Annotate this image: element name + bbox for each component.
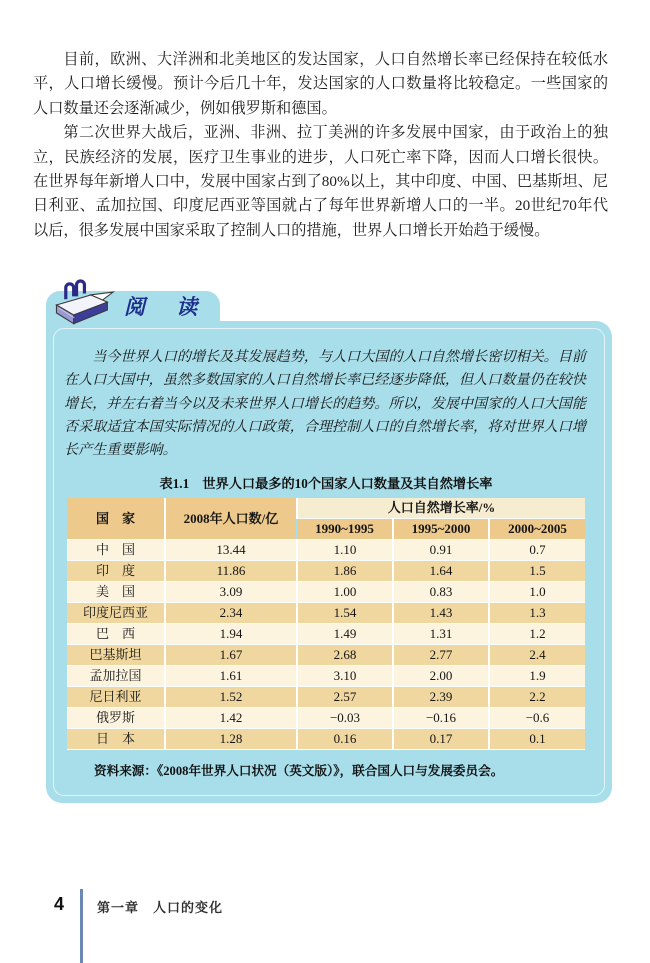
reading-title: 阅 读	[124, 295, 211, 320]
footer-divider	[80, 889, 83, 963]
value-cell: 2.4	[489, 645, 585, 666]
value-cell: 1.49	[297, 624, 393, 645]
value-cell: 0.17	[393, 729, 489, 750]
col-header-population-2008: 2008年人口数/亿	[165, 498, 297, 540]
table-row	[67, 645, 585, 666]
reading-inner-panel	[53, 328, 605, 796]
value-cell: 1.10	[297, 540, 393, 561]
value-cell: 1.3	[489, 603, 585, 624]
value-cell: 1.43	[393, 603, 489, 624]
country-cell: 巴 西	[67, 624, 165, 645]
country-cell: 尼日利亚	[67, 687, 165, 708]
value-cell: 1.42	[165, 708, 297, 729]
table-row	[67, 540, 585, 561]
col-header-growth-rate: 人口自然增长率/%	[297, 498, 585, 519]
table-row	[67, 582, 585, 603]
value-cell: 2.77	[393, 645, 489, 666]
country-cell: 日 本	[67, 729, 165, 750]
population-table	[67, 498, 585, 750]
country-cell: 巴基斯坦	[67, 645, 165, 666]
reading-text: 当今世界人口的增长及其发展趋势，与人口大国的人口自然增长密切相关。目前在人口大国中，虽然多数国家的人口自然增长率已经逐步降低，但人口数量仍在较快增长，并左右着当今以及未来世界人口增长的趋势。所以，发展中国家的人口大国能否采取适宜本国实际情况的人口政策，合理控制人口的自然增长率，将对世界人口增长产生重要影响。	[64, 349, 586, 459]
value-cell: 1.2	[489, 624, 585, 645]
value-cell: 1.54	[297, 603, 393, 624]
chapter-title: 第一章 人口的变化	[97, 900, 224, 915]
col-header-period-2000-2005: 2000~2005	[489, 519, 585, 540]
table-row	[67, 561, 585, 582]
country-cell: 美 国	[67, 582, 165, 603]
country-cell: 俄罗斯	[67, 708, 165, 729]
value-cell: 3.09	[165, 582, 297, 603]
value-cell: 1.61	[165, 666, 297, 687]
col-header-country: 国 家	[67, 498, 165, 540]
value-cell: 1.5	[489, 561, 585, 582]
country-cell: 印 度	[67, 561, 165, 582]
value-cell: −0.16	[393, 708, 489, 729]
value-cell: −0.03	[297, 708, 393, 729]
page-number: 4	[54, 894, 65, 914]
value-cell: 1.28	[165, 729, 297, 750]
paragraph-developed-countries: 目前，欧洲、大洋洲和北美地区的发达国家，人口自然增长率已经保持在较低水平，人口增长缓慢。预计今后几十年，发达国家的人口数量将比较稳定。一些国家的人口数量还会逐渐减少，例如俄罗斯和德国。	[33, 51, 608, 117]
source-note: 资料来源：《2008年世界人口状况（英文版）》，联合国人口与发展委员会。	[94, 764, 504, 779]
table-body	[67, 540, 585, 750]
value-cell: 1.94	[165, 624, 297, 645]
value-cell: 11.86	[165, 561, 297, 582]
value-cell: 0.91	[393, 540, 489, 561]
reading-body	[46, 321, 612, 803]
value-cell: 2.57	[297, 687, 393, 708]
value-cell: 0.83	[393, 582, 489, 603]
value-cell: 1.9	[489, 666, 585, 687]
reading-section	[46, 291, 612, 803]
country-cell: 孟加拉国	[67, 666, 165, 687]
page-footer	[0, 889, 650, 963]
value-cell: 2.68	[297, 645, 393, 666]
country-cell: 中 国	[67, 540, 165, 561]
value-cell: 1.64	[393, 561, 489, 582]
table-row	[67, 666, 585, 687]
value-cell: 13.44	[165, 540, 297, 561]
table-row	[67, 708, 585, 729]
value-cell: 0.16	[297, 729, 393, 750]
value-cell: 2.39	[393, 687, 489, 708]
value-cell: 1.00	[297, 582, 393, 603]
col-header-period-1990-1995: 1990~1995	[297, 519, 393, 540]
value-cell: 1.31	[393, 624, 489, 645]
value-cell: 3.10	[297, 666, 393, 687]
value-cell: 2.2	[489, 687, 585, 708]
value-cell: 1.86	[297, 561, 393, 582]
paragraph-developing-countries: 第二次世界大战后，亚洲、非洲、拉丁美洲的许多发展中国家，由于政治上的独立，民族经济的发展，医疗卫生事业的进步，人口死亡率下降，因而人口增长很快。在世界每年新增人口中，发展中国家占到了80%以上，其中印度、中国、巴基斯坦、尼日利亚、孟加拉国、印度尼西亚等国就占了每年世界新增人口的一半。20世纪70年代以后，很多发展中国家采取了控制人口的措施，世界人口增长开始趋于缓慢。	[33, 124, 608, 239]
col-header-period-1995-2000: 1995~2000	[393, 519, 489, 540]
value-cell: 0.1	[489, 729, 585, 750]
table-row	[67, 603, 585, 624]
value-cell: 2.00	[393, 666, 489, 687]
value-cell: 1.52	[165, 687, 297, 708]
table-row	[67, 624, 585, 645]
value-cell: 1.0	[489, 582, 585, 603]
table-row	[67, 729, 585, 750]
value-cell: 0.7	[489, 540, 585, 561]
table-row	[67, 687, 585, 708]
value-cell: 1.67	[165, 645, 297, 666]
table-header	[67, 498, 585, 540]
table-title: 表1.1 世界人口最多的10个国家人口数量及其自然增长率	[159, 476, 493, 492]
value-cell: 2.34	[165, 603, 297, 624]
notebook-icon	[50, 277, 116, 333]
value-cell: −0.6	[489, 708, 585, 729]
country-cell: 印度尼西亚	[67, 603, 165, 624]
